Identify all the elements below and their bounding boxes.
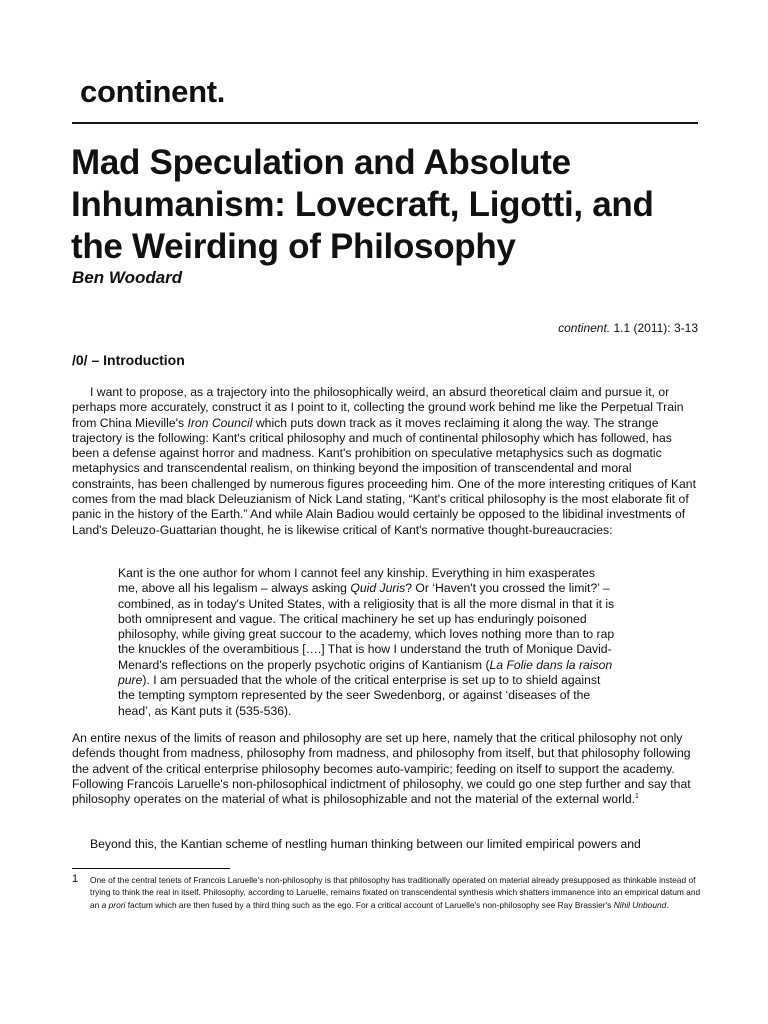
journal-logo: continent. xyxy=(80,74,226,109)
header-rule xyxy=(72,122,698,124)
p1-text-a: I want to propose, as a trajectory into the philosophically weird, an absurd theoretical claim and pursue it, or perhaps more accurately, construct it as I point to it, collecting the ground work behind me like the Perpetual Train from China Mieville's xyxy=(72,385,684,430)
section-heading: /0/ – Introduction xyxy=(72,352,185,368)
quote-italic-la-folie: La Folie dans la raison pure xyxy=(118,657,613,688)
citation-journal: continent. xyxy=(558,321,611,335)
footnote-italic-a-prori: a prori xyxy=(101,899,126,910)
footnote-text-c: . xyxy=(666,899,669,910)
footnote-reference[interactable]: 1 xyxy=(635,793,639,801)
footnote-italic-nihil-unbound: Nihil Unbound xyxy=(613,899,667,910)
paragraph-1 xyxy=(72,385,697,538)
footnote-text-b: factum which are then fused by a third thing such as the ego. For a critical account of Laruelle's non-philosophy see Ray Brassier's xyxy=(125,899,614,910)
footnote-text-a: One of the central tenets of Francois Laruelle's non-philosophy is that philosophy has traditionally operated on material already presupposed as thinkable instead of trying to think the real in itself. Philosophy, according to Laruelle, remains fixated on transcendental synthesis which shatters immanence into an empirical datum and an xyxy=(90,875,701,910)
citation-line xyxy=(558,321,698,335)
paragraph-2 xyxy=(72,731,697,807)
p1-text-b: which puts down track as it moves reclaiming it along the way. The strange trajectory is the following: Kant's critical philosophy and much of continental philosophy which has followed, has been a defense against horror and madness. Kant's prohibition on speculative metaphysics such as dogmatic metaphysics and transcendental realism, on thinking beyond the imposition of transcendental and moral constraints, has been challenged by numerous figures proceeding him. One of the more interesting critiques of Kant comes from the mad black Deleuzianism of Nick Land stating, “Kant's critical philosophy is the most elaborate fit of panic in the history of the Earth.” And while Alain Badiou would certainly be opposed to the libidinal investments of Land's Deleuzo-Guattarian thought, he is likewise critical of Kant's normative thought-bureaucracies: xyxy=(72,415,696,537)
footnote-rule xyxy=(72,868,230,869)
quote-text-c: ). I am persuaded that the whole of the critical enterprise is set up to to shield against the tempting symptom represented by the seer Swedenborg, or against ‘diseases of the head’, as Kant puts it (535-536). xyxy=(118,673,601,718)
citation-details: 1.1 (2011): 3-13 xyxy=(610,321,698,335)
quote-text-b: ? Or ‘Haven't you crossed the limit?’ – combined, as in today's United States, with a religiosity that is all the more dismal in that it is both omnipresent and vague. The critical machinery he set up has enduringly poisoned philosophy, while giving great succour to the academy, which loves nothing more than to rap the knuckles of the overambitious [….] That is how I understand the truth of Monique David-Menard's reflections on the properly psychotic origins of Kantianism ( xyxy=(118,581,615,672)
p1-italic-iron-council: Iron Council xyxy=(187,415,253,430)
paragraph-3: Beyond this, the Kantian scheme of nestling human thinking between our limited empirical powers and xyxy=(90,837,641,851)
block-quote xyxy=(118,566,618,719)
quote-text-a: Kant is the one author for whom I cannot feel any kinship. Everything in him exasperates me, above all his legalism – always asking xyxy=(118,566,595,596)
footnote-marker: 1 xyxy=(72,873,79,885)
quote-italic-quid-juris: Quid Juris xyxy=(350,581,406,596)
article-author: Ben Woodard xyxy=(72,268,183,287)
article-title: Mad Speculation and Absolute Inhumanism: Lovecraft, Ligotti, and the Weirding of Philosophy xyxy=(71,143,654,266)
p2-text: An entire nexus of the limits of reason and philosophy are set up here, namely that the critical philosophy not only defends thought from madness, philosophy from madness, and philosophy from itself, but that philosophy following the advent of the critical enterprise philosophy becomes auto-vampiric; feeding on itself to support the academy. Following Francois Laruelle's non-philosophical indictment of philosophy, we could go one step further and say that philosophy operates on the material of what is philosophizable and not the material of the external world. xyxy=(72,731,691,807)
footnote-text xyxy=(90,874,702,911)
